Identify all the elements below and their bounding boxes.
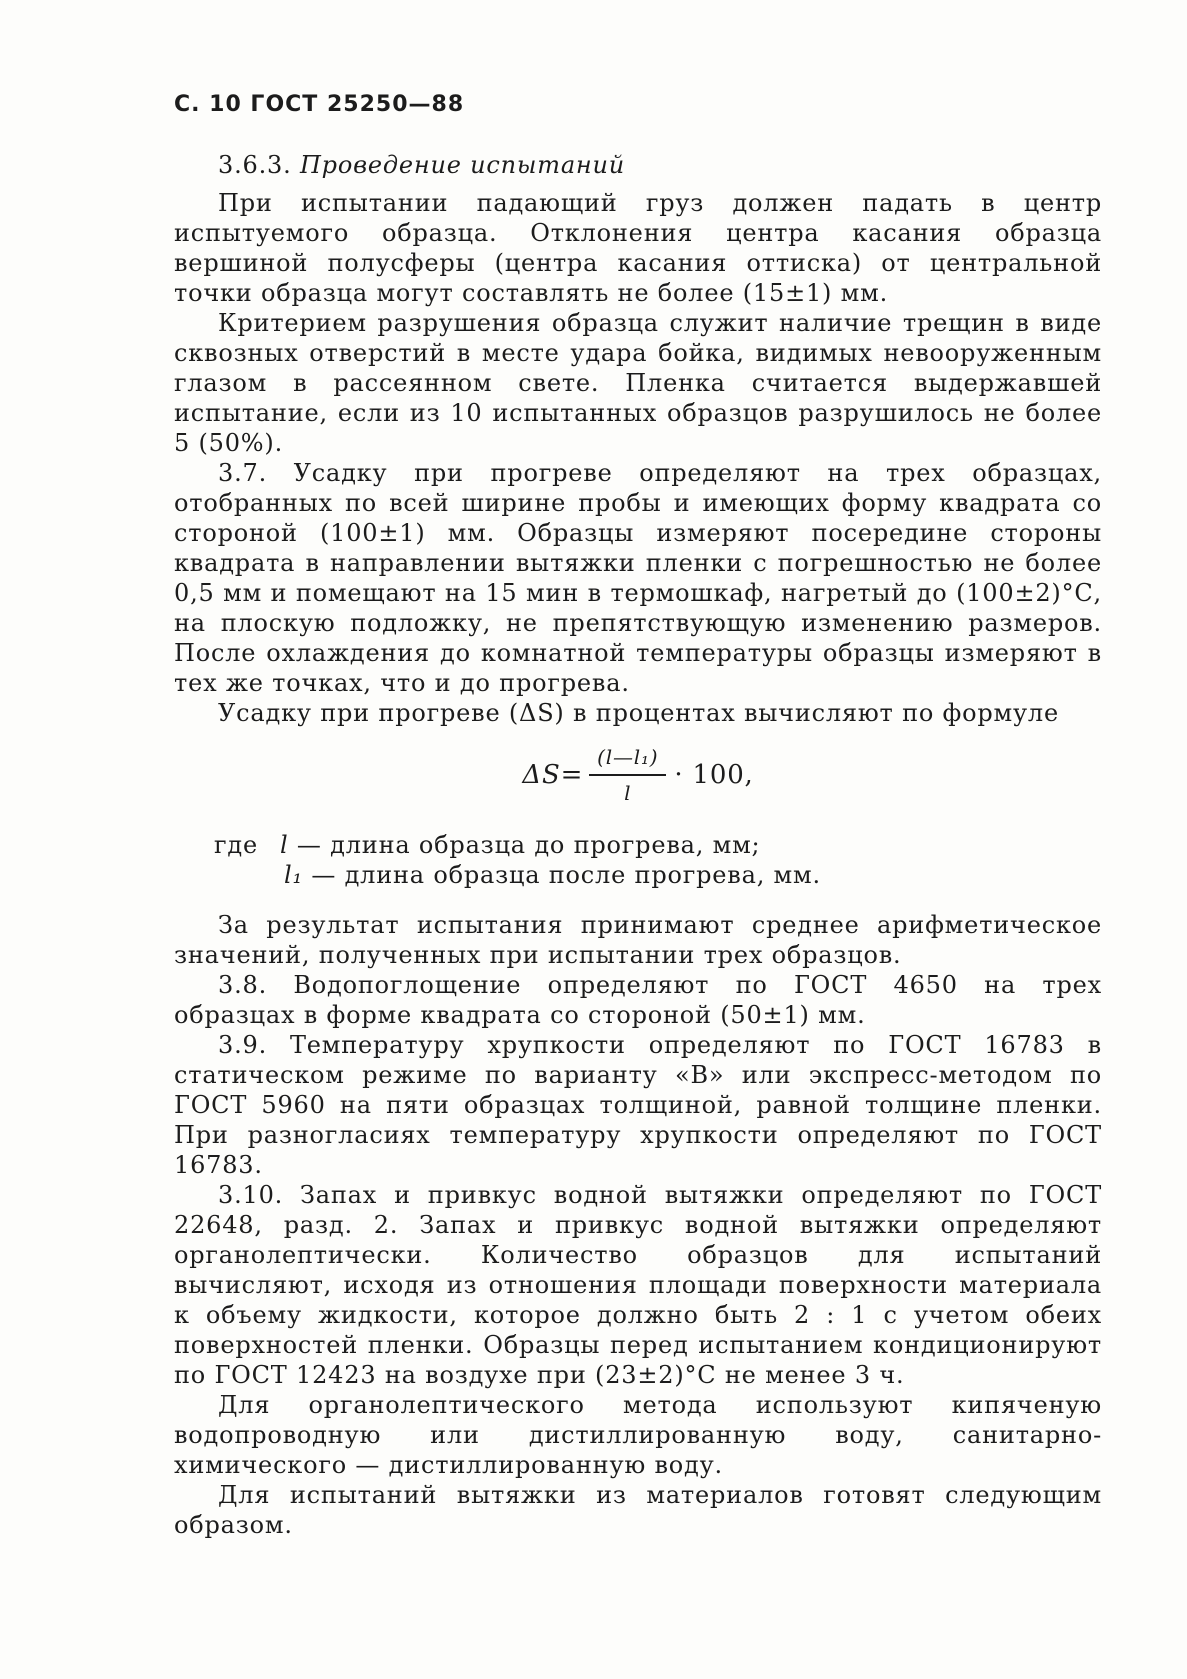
page-header: С. 10 ГОСТ 25250—88 xyxy=(174,92,465,117)
paragraph-3-10-odor-taste: 3.10. Запах и привкус водной вытяжки определяют по ГОСТ 22648, разд. 2. Запах и привкус водной вытяжки определяют органолептически. Количество образцов для испытаний вычисляют, исходя из отношения площади поверхности материала к объему жидкости, которое должно быть 2 : 1 с учетом обеих поверхностей пленки. Образцы перед испытанием кондиционируют по ГОСТ 12423 на воздухе при (23±2)°С не менее 3 ч. xyxy=(174,1181,1102,1389)
symbol-l: l xyxy=(280,831,289,859)
where-label: где xyxy=(214,831,258,859)
section-title: Проведение испытаний xyxy=(299,151,626,179)
formula-rhs: · 100, xyxy=(674,760,754,790)
section-3-6-3-heading xyxy=(174,150,1102,180)
definition-row xyxy=(214,830,1102,860)
paragraph-3-9-brittleness: 3.9. Температуру хрупкости определяют по ГОСТ 16783 в статическом режиме по варианту «В» или экспресс-методом по ГОСТ 5960 на пяти образцах толщиной, равной толщине пленки. При разногласиях температуру хрупкости определяют по ГОСТ 16783. xyxy=(174,1031,1102,1179)
formula-numerator: (l—l₁) xyxy=(589,742,666,776)
definition-l: — длина образца до прогрева, мм; xyxy=(296,831,761,859)
paragraph-preparation: Для испытаний вытяжки из материалов готовят следующим образом. xyxy=(174,1481,1102,1539)
document-body xyxy=(174,150,1102,1540)
formula-denominator: l xyxy=(624,781,632,805)
definition-l1: — длина образца после прогрева, мм. xyxy=(311,861,821,889)
definition-row xyxy=(214,860,1102,890)
paragraph-formula-intro: Усадку при прогреве (ΔS) в процентах вычисляют по формуле xyxy=(218,699,1059,727)
formula-lhs: ΔS= xyxy=(522,760,584,790)
formula-fraction xyxy=(589,742,666,808)
paragraph-impact-test: При испытании падающий груз должен падать в центр испытуемого образца. Отклонения центра касания образца вершиной полусферы (центра касания оттиска) от центральной точки образца могут составлять не более (15±1) мм. xyxy=(174,189,1102,307)
paragraph-3-8-water-absorption: 3.8. Водопоглощение определяют по ГОСТ 4650 на трех образцах в форме квадрата со стороной (50±1) мм. xyxy=(174,971,1102,1029)
paragraph-result: За результат испытания принимают среднее арифметическое значений, полученных при испытании трех образцов. xyxy=(174,911,1102,969)
formula-definitions xyxy=(214,830,1102,890)
section-number: 3.6.3. xyxy=(218,151,292,179)
paragraph-water-type: Для органолептического метода используют кипяченую водопроводную или дистиллированную воду, санитарно-химического — дистиллированную воду. xyxy=(174,1391,1102,1479)
paragraph-3-7-shrinkage: 3.7. Усадку при прогреве определяют на трех образцах, отобранных по всей ширине пробы и имеющих форму квадрата со стороной (100±1) мм. Образцы измеряют посередине стороны квадрата в направлении вытяжки пленки с погрешностью не более 0,5 мм и помещают на 15 мин в термошкаф, нагретый до (100±2)°С, на плоскую подложку, не препятствующую изменению размеров. После охлаждения до комнатной температуры образцы измеряют в тех же точках, что и до прогрева. xyxy=(174,459,1102,697)
paragraph-failure-criterion: Критерием разрушения образца служит наличие трещин в виде сквозных отверстий в месте удара бойка, видимых невооруженным глазом в рассеянном свете. Пленка считается выдержавшей испытание, если из 10 испытанных образцов разрушилось не более 5 (50%). xyxy=(174,309,1102,457)
shrinkage-formula xyxy=(174,742,1102,808)
symbol-l1: l₁ xyxy=(284,861,303,889)
